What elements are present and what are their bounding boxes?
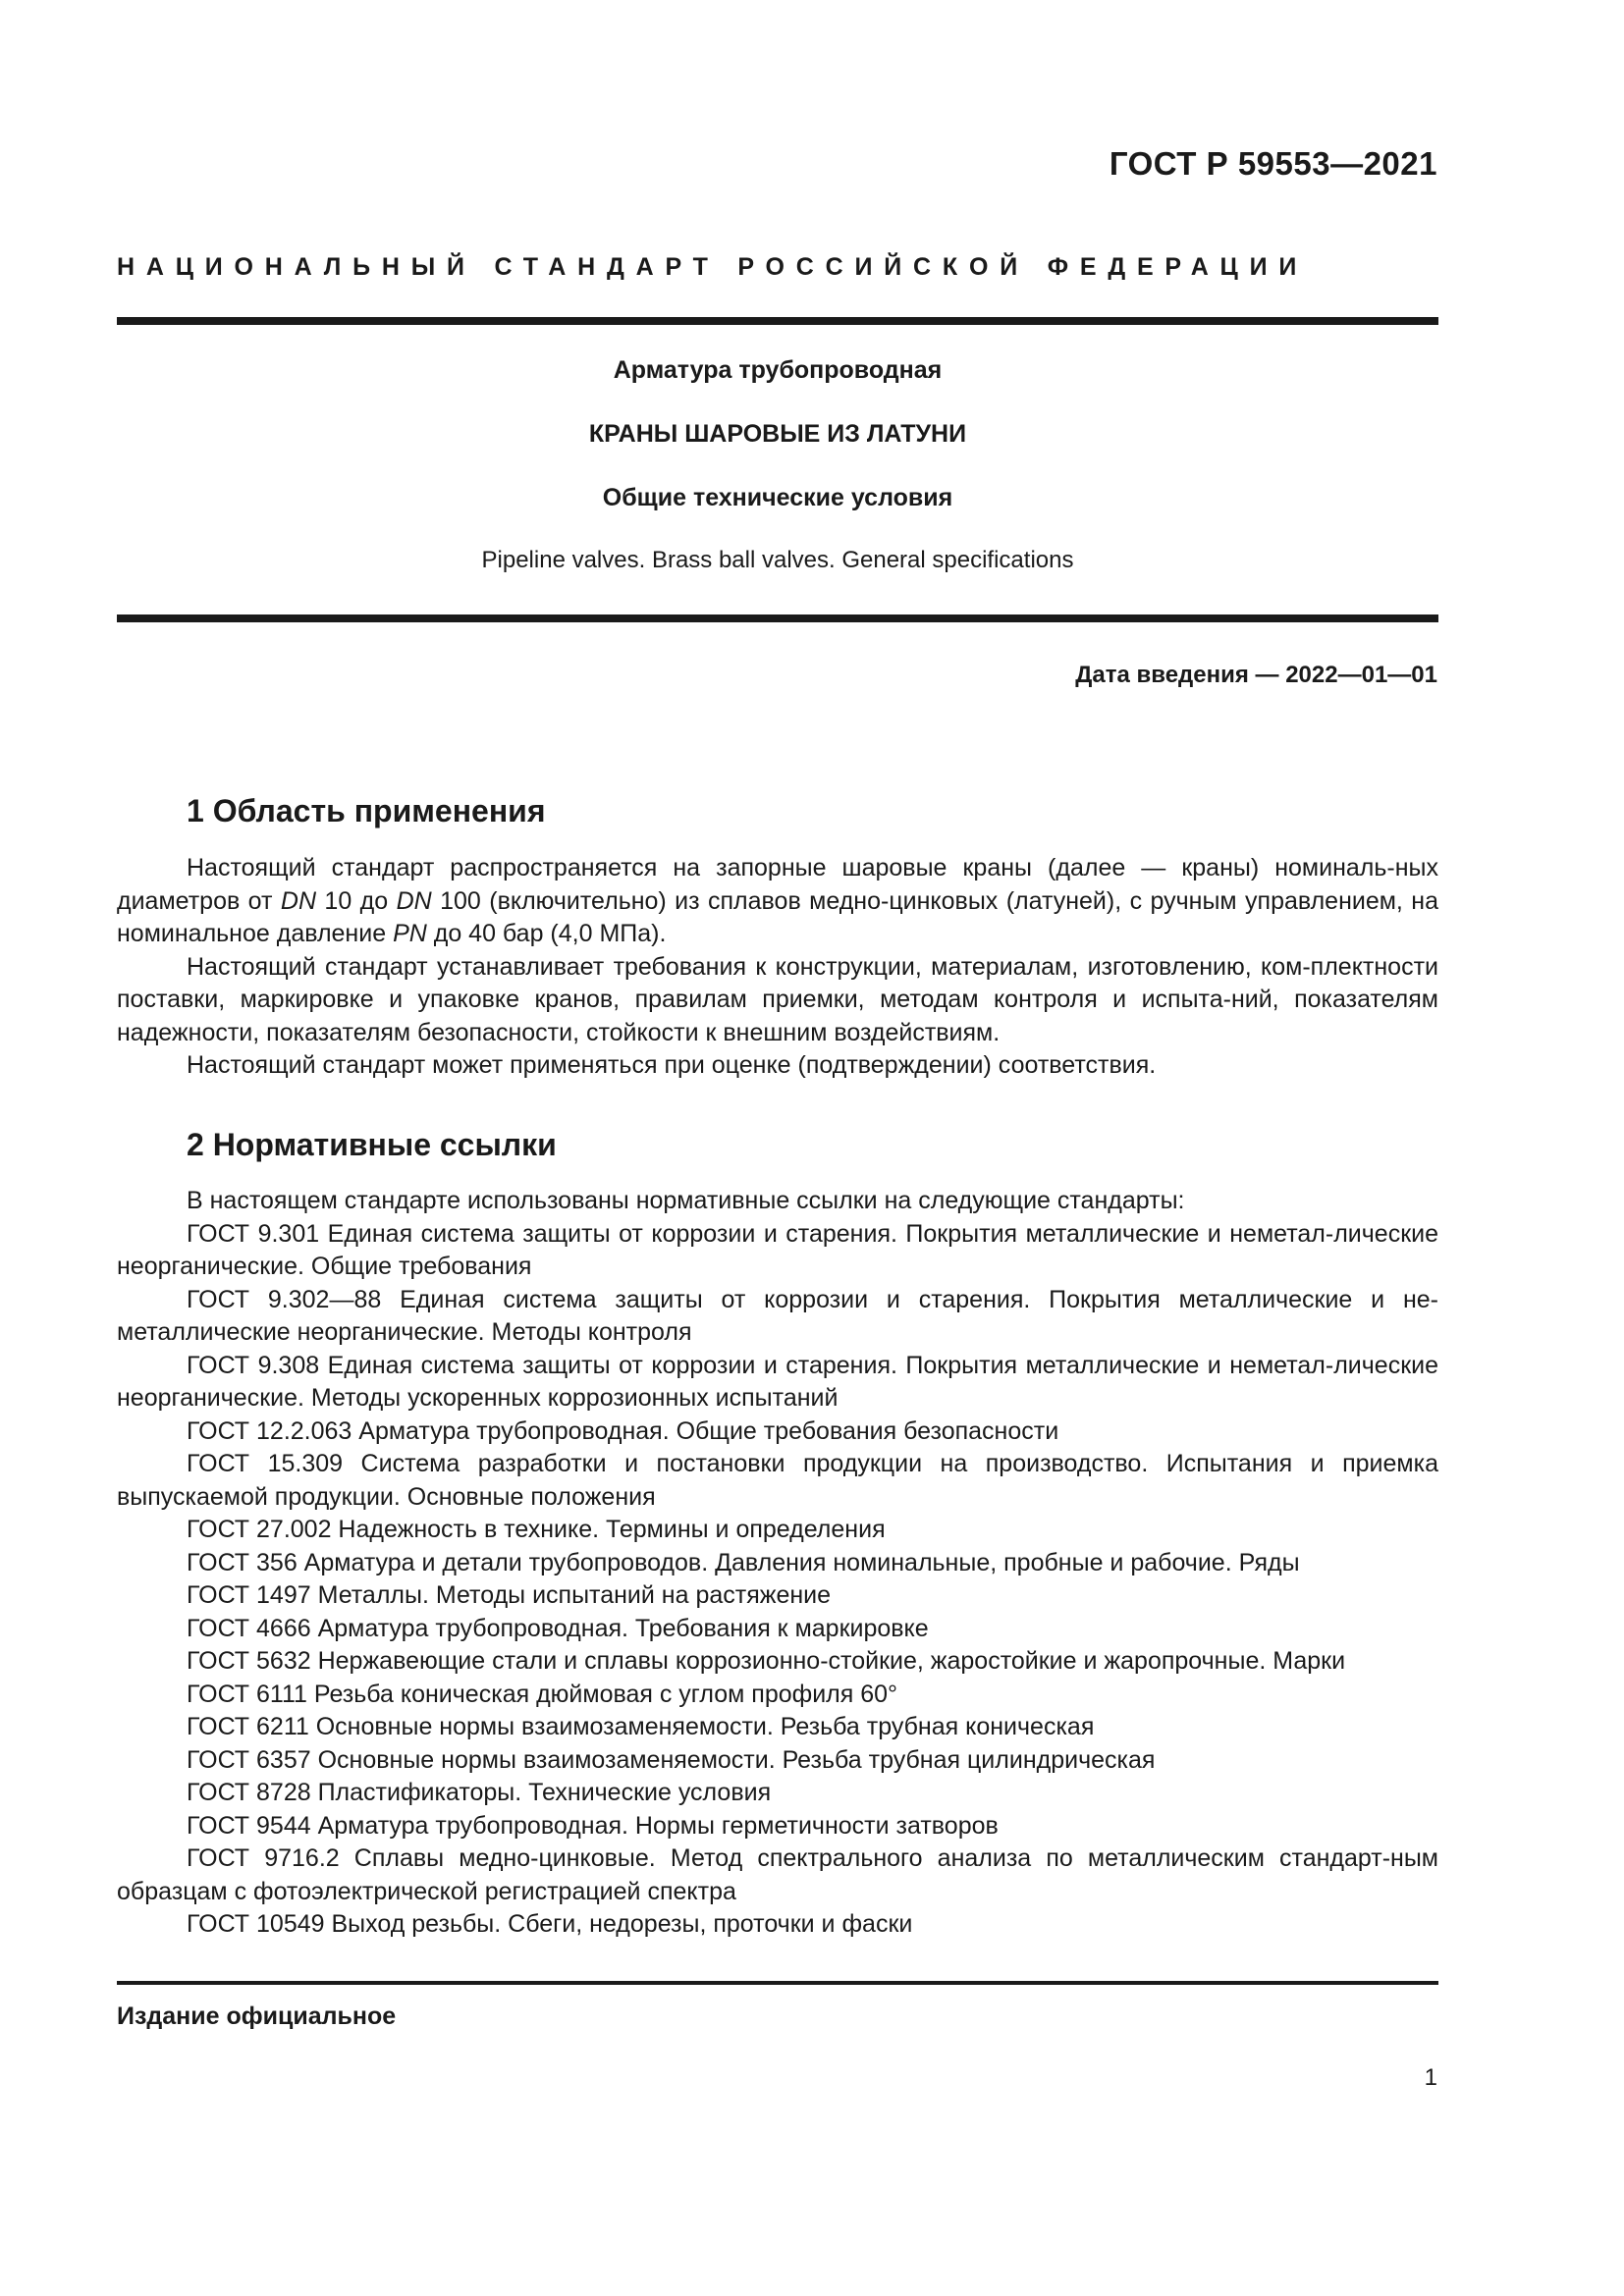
dn-symbol: DN <box>280 886 317 915</box>
section-1-paragraph-2: Настоящий стандарт устанавливает требования к конструкции, материалам, изготовлению, ком-плектности поставки, маркировке и упаковке кранов, правилам приемки, методам контроля и испыта-ний, показателям надежности, показателям безопасности, стойкости к внешним воздействиям. <box>117 952 1438 1046</box>
reference-item: ГОСТ 9544 Арматура трубопроводная. Нормы герметичности затворов <box>187 1811 999 1840</box>
reference-item: ГОСТ 9.302—88 Единая система защиты от коррозии и старения. Покрытия металлические и не-металлические неорганические. Методы контроля <box>117 1285 1438 1346</box>
title-divider <box>117 614 1438 622</box>
reference-item: ГОСТ 8728 Пластификаторы. Технические условия <box>187 1779 772 1806</box>
reference-item: ГОСТ 6357 Основные нормы взаимозаменяемости. Резьба трубная цилиндрическая <box>187 1745 1156 1774</box>
reference-item: ГОСТ 6211 Основные нормы взаимозаменяемости. Резьба трубная коническая <box>187 1713 1095 1740</box>
title-english: Pipeline valves. Brass ball valves. General specifications <box>481 547 1074 573</box>
pn-symbol: PN <box>393 920 427 947</box>
national-standard-banner: НАЦИОНАЛЬНЫЙ СТАНДАРТ РОССИЙСКОЙ ФЕДЕРАЦИИ <box>117 253 1309 281</box>
text-run: до 40 бар (4,0 МПа). <box>426 920 667 947</box>
section-2-heading: 2 Нормативные ссылки <box>187 1127 557 1162</box>
section-1-heading: 1 Область применения <box>187 793 546 828</box>
text-run: 100 (включительно) из сплавов медно-цинковых (латуней), с ручным управлением, на номинальное давление <box>117 886 1439 947</box>
title-category: Арматура трубопроводная <box>613 356 943 384</box>
section-2-intro: В настоящем стандарте использованы нормативные ссылки на следующие стандарты: <box>187 1187 1185 1214</box>
official-edition-label: Издание официальное <box>117 2002 397 2030</box>
title-subtitle: Общие технические условия <box>602 484 953 511</box>
reference-item: ГОСТ 12.2.063 Арматура трубопроводная. Общие требования безопасности <box>187 1416 1059 1445</box>
header-divider <box>117 317 1438 325</box>
reference-item: ГОСТ 6111 Резьба коническая дюймовая с углом профиля 60° <box>187 1680 898 1708</box>
dn-symbol: DN <box>396 886 432 915</box>
text-run: 10 до <box>316 886 397 915</box>
reference-item: ГОСТ 9716.2 Сплавы медно-цинковые. Метод спектрального анализа по металлическим стандарт-ным образцам с фотоэлектрической регистрацией спектра <box>117 1844 1438 1905</box>
text-run: Настоящий стандарт распространяется на запорные шаровые краны (далее — краны) номиналь-ных диаметров от <box>117 854 1438 915</box>
reference-item: ГОСТ 1497 Металлы. Методы испытаний на растяжение <box>187 1581 832 1609</box>
document-number: ГОСТ Р 59553—2021 <box>1109 145 1437 182</box>
reference-item: ГОСТ 5632 Нержавеющие стали и сплавы коррозионно-стойкие, жаростойкие и жаропрочные. Марки <box>187 1647 1346 1675</box>
section-1-paragraph-3: Настоящий стандарт может применяться при оценке (подтверждении) соответствия. <box>187 1051 1157 1079</box>
page-number: 1 <box>1424 2064 1437 2091</box>
introduction-date: Дата введения — 2022—01—01 <box>1075 662 1437 688</box>
reference-item: ГОСТ 10549 Выход резьбы. Сбеги, недорезы, проточки и фаски <box>187 1910 913 1938</box>
reference-item: ГОСТ 4666 Арматура трубопроводная. Требования к маркировке <box>187 1614 929 1642</box>
section-2-body <box>117 1185 1438 1942</box>
section-1-body <box>117 852 1438 1083</box>
reference-item: ГОСТ 9.301 Единая система защиты от коррозии и старения. Покрытия металлические и неметал-лические неорганические. Общие требования <box>117 1219 1438 1280</box>
footer-divider <box>117 1981 1438 1985</box>
reference-item: ГОСТ 356 Арматура и детали трубопроводов. Давления номинальные, пробные и рабочие. Ряды <box>187 1548 1300 1576</box>
title-main: КРАНЫ ШАРОВЫЕ ИЗ ЛАТУНИ <box>588 420 967 448</box>
reference-item: ГОСТ 15.309 Система разработки и постановки продукции на производство. Испытания и приемка выпускаемой продукции. Основные положения <box>117 1450 1438 1511</box>
reference-item: ГОСТ 27.002 Надежность в технике. Термины и определения <box>187 1516 886 1543</box>
reference-item: ГОСТ 9.308 Единая система защиты от коррозии и старения. Покрытия металлические и неметал-лические неорганические. Методы ускоренных коррозионных испытаний <box>117 1351 1438 1412</box>
section-1-paragraph-1 <box>117 852 1438 951</box>
